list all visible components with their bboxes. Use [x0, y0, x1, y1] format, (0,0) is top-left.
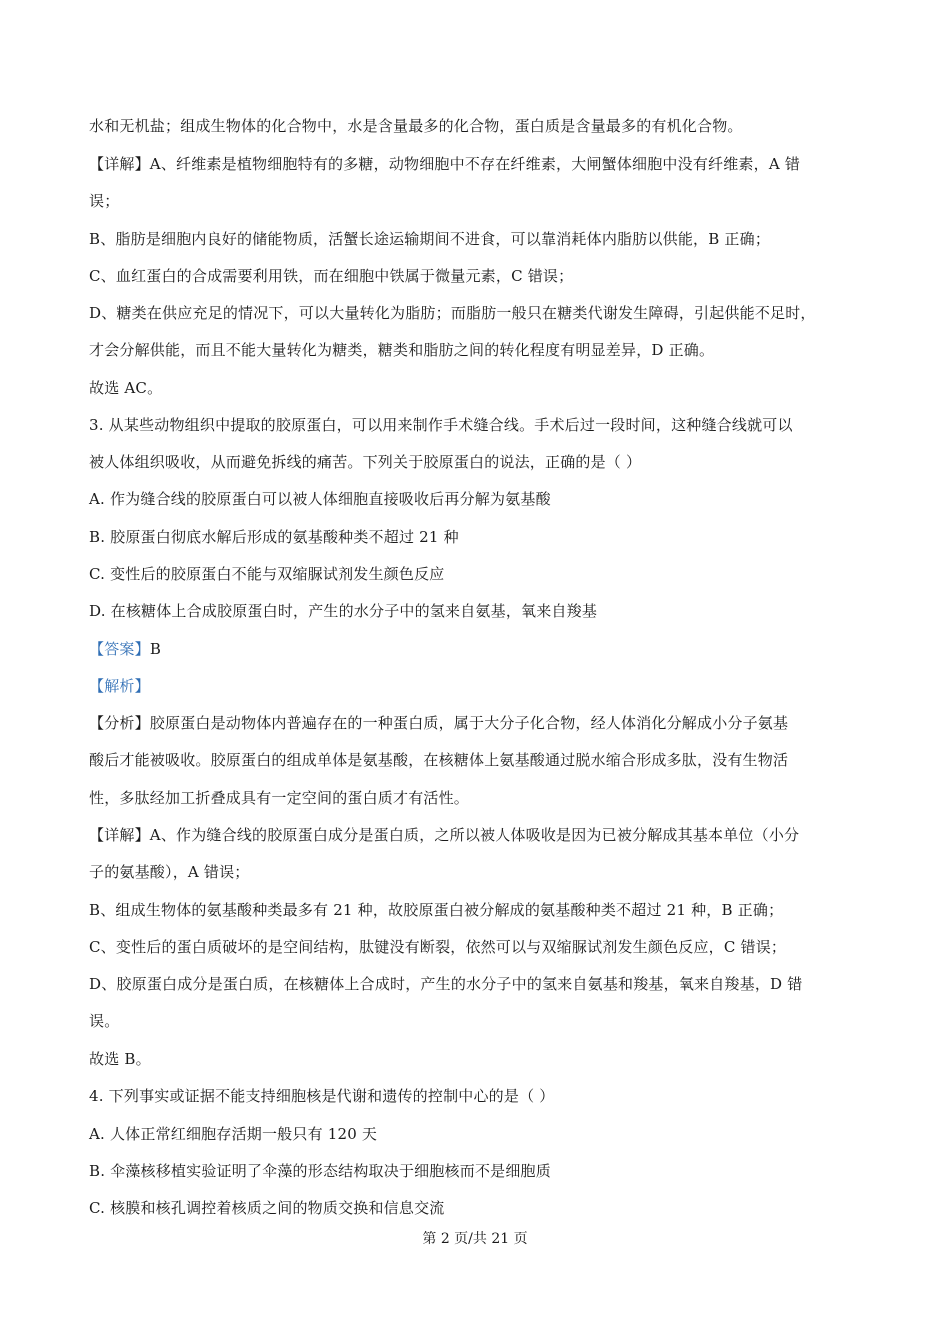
- analysis-tag: 【解析】: [89, 677, 150, 695]
- text-line: 才会分解供能，而且不能大量转化为糖类，糖类和脂肪之间的转化程度有明显差异，D 正确。: [89, 341, 715, 359]
- text-line: C、血红蛋白的合成需要利用铁，而在细胞中铁属于微量元素，C 错误；: [89, 267, 574, 285]
- text-line: 酸后才能被吸收。胶原蛋白的组成单体是氨基酸，在核糖体上氨基酸通过脱水缩合形成多肽，没有生物活: [89, 751, 789, 769]
- question-3-stem: 3. 从某些动物组织中提取的胶原蛋白，可以用来制作手术缝合线。手术后过一段时间，这种缝合线就可以: [89, 416, 793, 434]
- text-line: 故选 AC。: [89, 379, 163, 397]
- text-line: C、变性后的蛋白质破坏的是空间结构，肽键没有断裂，依然可以与双缩脲试剂发生颜色反应，C 错误；: [89, 938, 787, 956]
- answer-tag: 【答案】: [89, 640, 150, 658]
- text-line: 子的氨基酸），A 错误；: [89, 863, 250, 881]
- question-3-option-b: B. 胶原蛋白彻底水解后形成的氨基酸种类不超过 21 种: [89, 528, 459, 546]
- text-line: 故选 B。: [89, 1050, 151, 1068]
- question-4-stem: 4. 下列事实或证据不能支持细胞核是代谢和遗传的控制中心的是（ ）: [89, 1087, 555, 1105]
- text-line: D、胶原蛋白成分是蛋白质，在核糖体上合成时，产生的水分子中的氢来自氨基和羧基，氧来自羧基，D 错: [89, 975, 803, 993]
- page-footer: 第 2 页/共 21 页: [422, 1231, 528, 1247]
- answer-value: B: [149, 640, 162, 658]
- question-3-option-c: C. 变性后的胶原蛋白不能与双缩脲试剂发生颜色反应: [89, 565, 445, 583]
- text-line: 【分析】胶原蛋白是动物体内普遍存在的一种蛋白质，属于大分子化合物，经人体消化分解成小分子氨基: [89, 714, 789, 732]
- text-line: 误。: [89, 1012, 120, 1030]
- text-line: B、组成生物体的氨基酸种类最多有 21 种，故胶原蛋白被分解成的氨基酸种类不超过 21 种，B 正确；: [89, 901, 784, 919]
- question-3-option-d: D. 在核糖体上合成胶原蛋白时，产生的水分子中的氢来自氨基，氧来自羧基: [89, 602, 598, 620]
- text-line: 性，多肽经加工折叠成具有一定空间的蛋白质才有活性。: [89, 789, 470, 807]
- text-line: 误；: [89, 192, 120, 210]
- text-line: 水和无机盐；组成生物体的化合物中，水是含量最多的化合物，蛋白质是含量最多的有机化合物。: [89, 117, 743, 135]
- question-4-option-a: A. 人体正常红细胞存活期一般只有 120 天: [89, 1125, 378, 1143]
- answer-line: [89, 639, 879, 659]
- question-3-stem: 被人体组织吸收，从而避免拆线的痛苦。下列关于胶原蛋白的说法，正确的是（ ）: [89, 453, 642, 471]
- question-4-option-c: C. 核膜和核孔调控着核质之间的物质交换和信息交流: [89, 1199, 445, 1217]
- question-3-option-a: A. 作为缝合线的胶原蛋白可以被人体细胞直接吸收后再分解为氨基酸: [89, 490, 551, 508]
- text-line: D、糖类在供应充足的情况下，可以大量转化为脂肪；而脂肪一般只在糖类代谢发生障碍，引起供能不足时，: [89, 304, 816, 322]
- text-line: B、脂肪是细胞内良好的储能物质，活蟹长途运输期间不进食，可以靠消耗体内脂肪以供能，B 正确；: [89, 230, 771, 248]
- analysis-heading: [89, 676, 879, 696]
- question-4-option-b: B. 伞藻核移植实验证明了伞藻的形态结构取决于细胞核而不是细胞质: [89, 1162, 551, 1180]
- text-line: 【详解】A、纤维素是植物细胞特有的多糖，动物细胞中不存在纤维素，大闸蟹体细胞中没有纤维素，A 错: [89, 155, 801, 173]
- text-line: 【详解】A、作为缝合线的胶原蛋白成分是蛋白质，之所以被人体吸收是因为已被分解成其基本单位（小分: [89, 826, 800, 844]
